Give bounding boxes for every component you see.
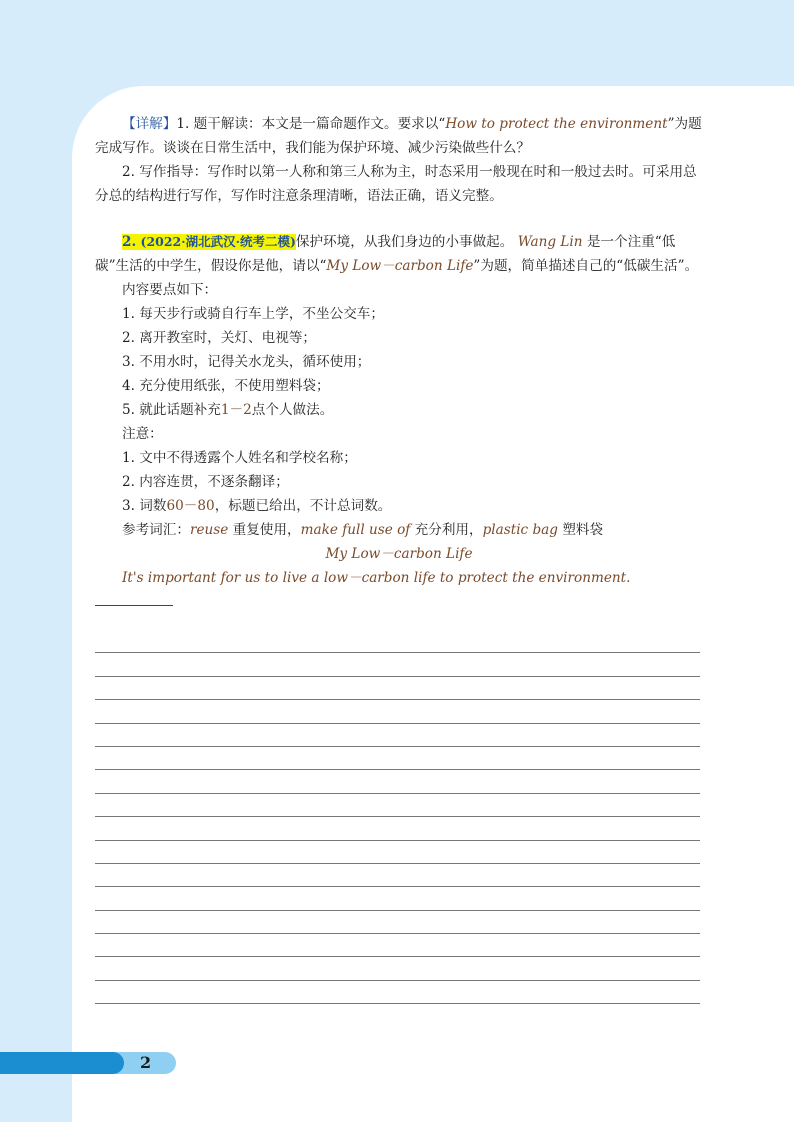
question-paragraph: 2. (2022·湖北武汉·统考二模)保护环境，从我们身边的小事做起。 Wang Lin 是一个注重“低碳”生活的中学生，假设你是他，请以“My Low－carbon Life”为题，简单描述自己的“低碳生活”。 xyxy=(95,234,699,274)
writing-line[interactable] xyxy=(95,794,700,817)
page-number: 2 xyxy=(140,1053,152,1072)
answer-blank[interactable] xyxy=(95,604,173,606)
question-highlight xyxy=(122,234,296,250)
student-name: Wang Lin xyxy=(517,234,583,250)
writing-line[interactable] xyxy=(95,934,700,957)
page-number-bar-accent xyxy=(0,1052,124,1074)
point-item: 2. 离开教室时，关灯、电视等； xyxy=(122,330,317,346)
point-item: 5. 就此话题补充1－2点个人做法。 xyxy=(122,402,334,418)
writing-line[interactable] xyxy=(95,817,700,840)
analysis-paragraph-2: 2. 写作指导：写作时以第一人称和第三人称为主，时态采用一般现在时和一般过去时。可采用总分总的结构进行写作，写作时注意条理清晰，语法正确，语义完整。 xyxy=(95,164,697,204)
points-heading: 内容要点如下： xyxy=(122,282,218,298)
left-decor-band xyxy=(0,0,72,1122)
writing-line[interactable] xyxy=(95,981,700,1004)
notes-heading: 注意： xyxy=(122,426,163,442)
top-decor-band xyxy=(0,0,794,90)
essay-title-ref: My Low－carbon Life xyxy=(326,258,474,274)
essay-title: My Low－carbon Life xyxy=(325,546,473,562)
point-item: 4. 充分使用纸张，不使用塑料袋； xyxy=(122,378,330,394)
writing-line[interactable] xyxy=(95,864,700,887)
point-item: 3. 不用水时，记得关水龙头，循环使用； xyxy=(122,354,371,370)
writing-line[interactable] xyxy=(95,841,700,864)
writing-line[interactable] xyxy=(95,630,700,653)
writing-line[interactable] xyxy=(95,700,700,723)
page-content xyxy=(95,112,703,614)
essay-first-line: It's important for us to live a low－carbon life to protect the environment. xyxy=(95,566,703,614)
writing-line[interactable] xyxy=(95,770,700,793)
writing-line[interactable] xyxy=(95,724,700,747)
note-item: 1. 文中不得透露个人姓名和学校名称； xyxy=(122,450,357,466)
question-source: (2022·湖北武汉·统考二模) xyxy=(140,234,296,249)
writing-line[interactable] xyxy=(95,887,700,910)
analysis-label: 【详解】 xyxy=(122,116,177,132)
analysis-paragraph-1: 【详解】1. 题干解读：本文是一篇命题作文。要求以“How to protect the environment”为题完成写作。谈谈在日常生活中，我们能为保护环境、减少污染做些什么？ xyxy=(95,116,702,156)
writing-line[interactable] xyxy=(95,677,700,700)
note-item: 3. 词数60－80，标题已给出，不计总词数。 xyxy=(122,498,392,514)
analysis-title-en: How to protect the environment xyxy=(445,116,668,132)
writing-line[interactable] xyxy=(95,911,700,934)
note-item: 2. 内容连贯，不逐条翻译； xyxy=(122,474,289,490)
vocab-line: 参考词汇：reuse 重复使用，make full use of 充分利用，plastic bag 塑料袋 xyxy=(122,522,604,538)
point-item: 1. 每天步行或骑自行车上学，不坐公交车； xyxy=(122,306,384,322)
question-number: 2. xyxy=(122,234,137,250)
writing-line[interactable] xyxy=(95,957,700,980)
writing-line[interactable] xyxy=(95,653,700,676)
writing-line[interactable] xyxy=(95,747,700,770)
answer-writing-lines[interactable] xyxy=(95,630,700,1004)
